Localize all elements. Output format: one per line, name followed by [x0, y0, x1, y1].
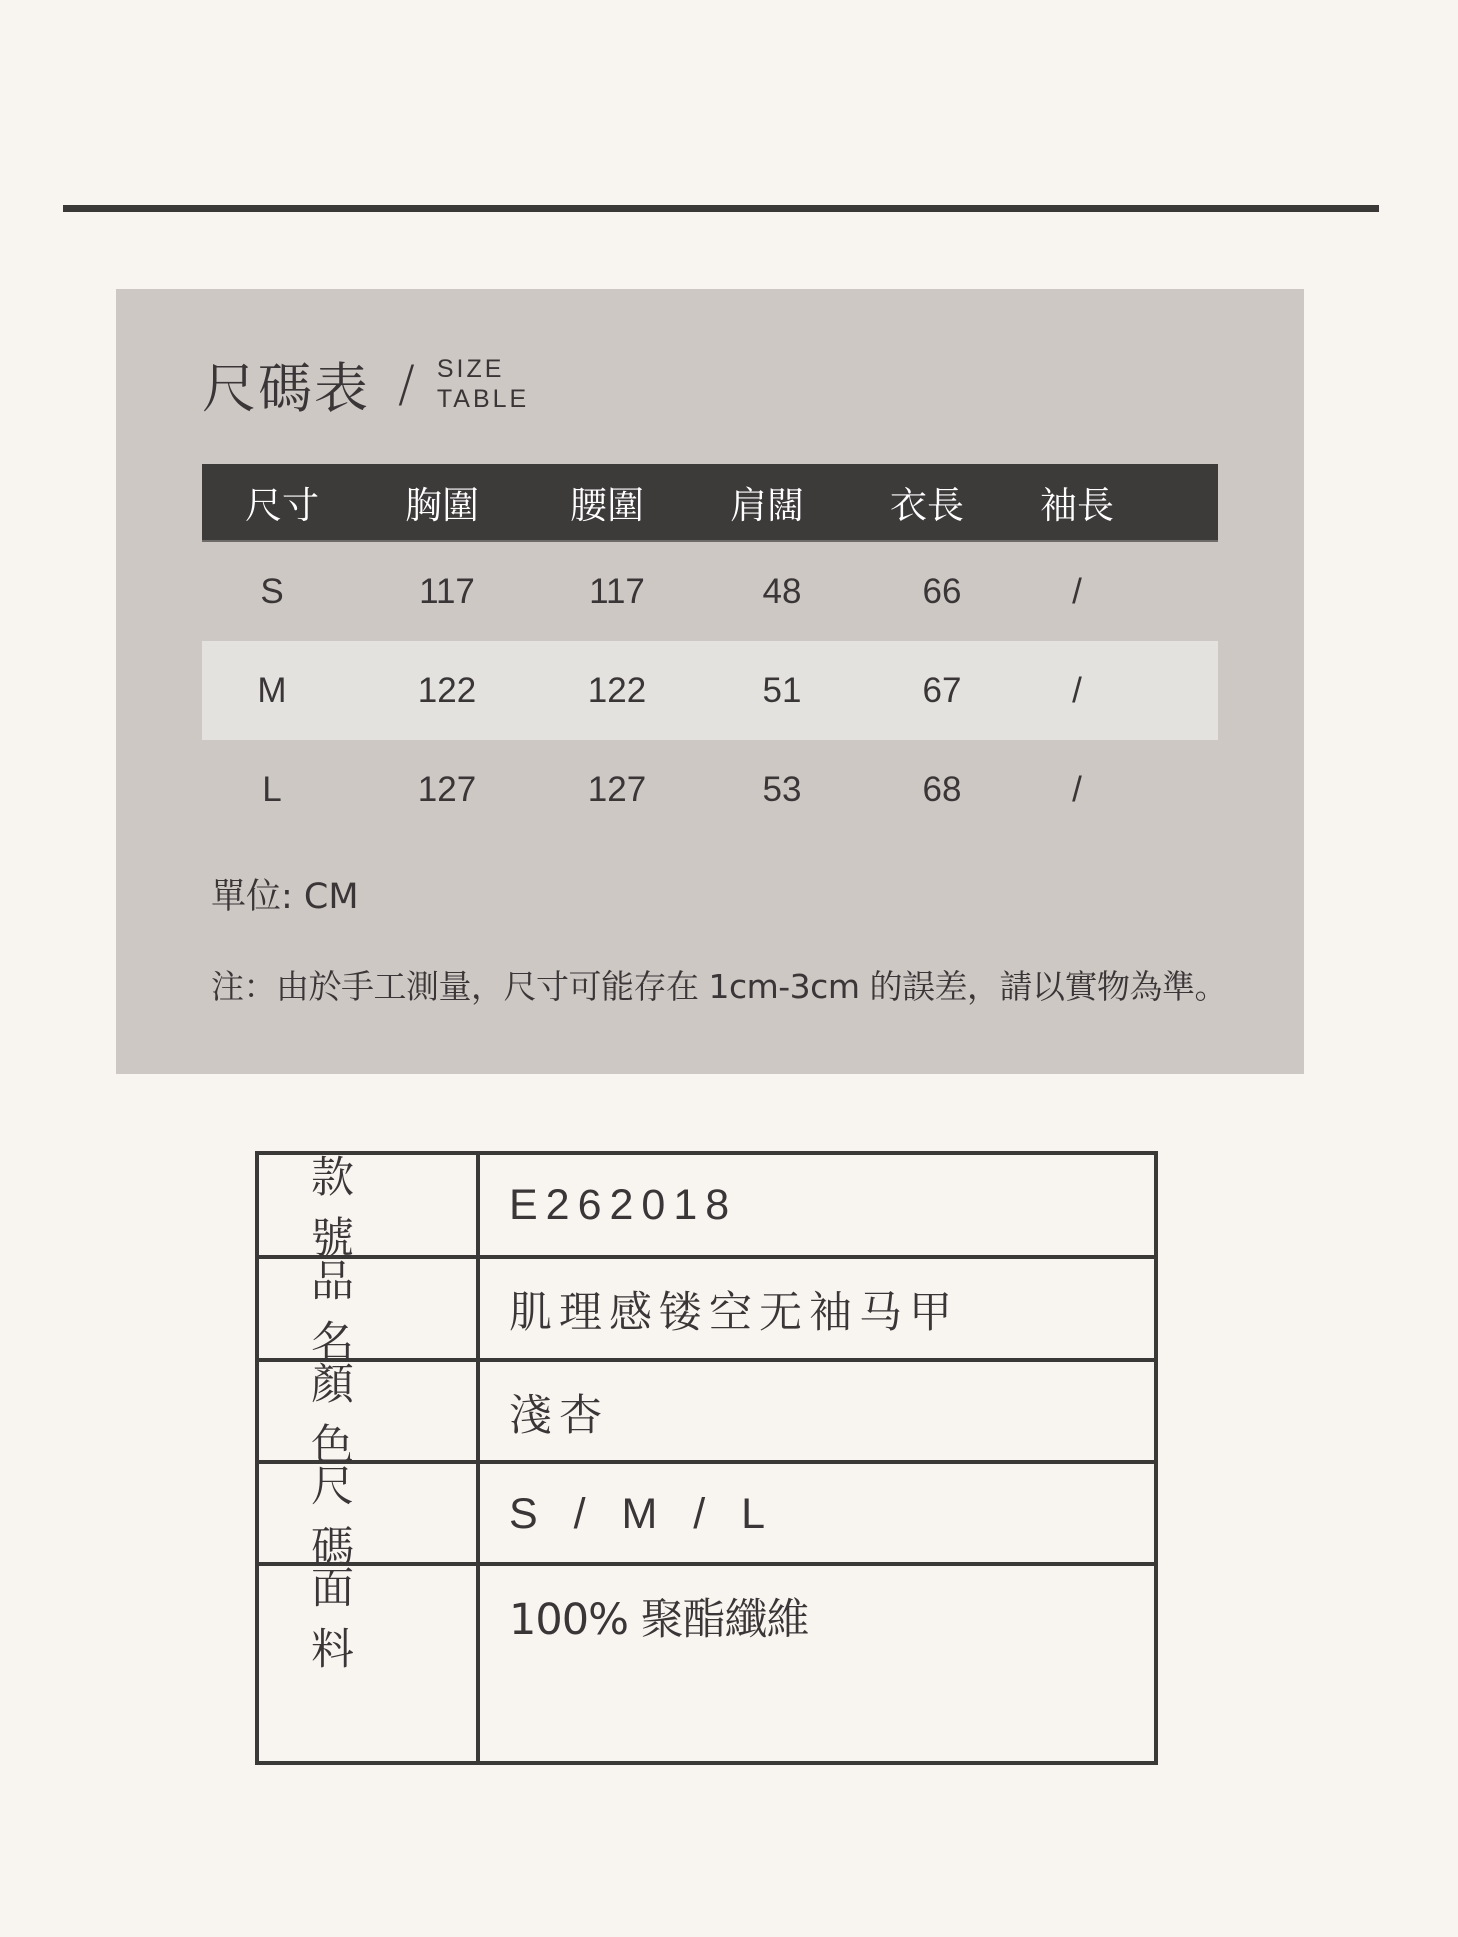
cell-sleeve: /	[1072, 670, 1082, 710]
info-row-code	[259, 1153, 1154, 1264]
info-value: E262018	[509, 1180, 738, 1229]
cell-sleeve: /	[1072, 571, 1082, 611]
table-row	[202, 740, 1218, 839]
info-value: 肌理感镂空无袖马甲	[509, 1287, 959, 1338]
header-waist: 腰圍	[570, 484, 644, 527]
title-english	[437, 354, 529, 414]
info-row-fabric	[259, 1566, 1154, 1765]
header-shoulder: 肩闊	[730, 484, 804, 527]
cell-length: 66	[922, 571, 962, 611]
cell-shoulder: 51	[762, 670, 802, 710]
cell-waist: 117	[589, 571, 645, 611]
product-info-table	[255, 1151, 1158, 1765]
top-divider-line	[63, 205, 1379, 212]
info-label: 面料	[311, 1564, 406, 1675]
info-value: 100% 聚酯纖維	[509, 1594, 809, 1645]
table-row	[202, 641, 1218, 740]
cell-chest: 122	[417, 670, 477, 710]
title-english-line1: SIZE	[436, 355, 505, 383]
info-value: S / M / L	[509, 1489, 772, 1538]
header-length: 衣長	[890, 484, 964, 527]
cell-length: 67	[922, 670, 962, 710]
header-sleeve: 袖長	[1040, 484, 1114, 527]
unit-note: 單位: CM	[211, 877, 359, 917]
info-row-name	[259, 1257, 1154, 1368]
header-chest: 胸圍	[405, 484, 479, 527]
cell-shoulder: 48	[762, 571, 802, 611]
size-chart-panel	[116, 289, 1304, 1074]
cell-size: M	[257, 670, 287, 710]
cell-sleeve: /	[1072, 769, 1082, 809]
header-size: 尺寸	[245, 484, 319, 527]
cell-length: 68	[922, 769, 962, 809]
info-label: 品名	[311, 1257, 406, 1368]
cell-size: L	[262, 769, 282, 809]
info-label: 尺碼	[311, 1462, 406, 1573]
cell-chest: 117	[419, 571, 475, 611]
size-table	[202, 464, 1218, 839]
info-row-color	[259, 1360, 1154, 1471]
info-row-sizes	[259, 1462, 1154, 1573]
cell-waist: 122	[587, 670, 647, 710]
cell-size: S	[260, 571, 284, 611]
size-chart-title	[202, 344, 529, 424]
cell-shoulder: 53	[762, 769, 802, 809]
cell-waist: 127	[587, 769, 647, 809]
title-slash: /	[398, 355, 415, 413]
size-table-header	[202, 464, 1218, 542]
tolerance-note: 注：由於手工測量，尺寸可能存在 1cm-3cm 的誤差，請以實物為準。	[211, 967, 1227, 1006]
info-label: 顏色	[311, 1360, 406, 1471]
table-row	[202, 542, 1218, 641]
info-value: 淺杏	[509, 1390, 609, 1441]
info-label: 款號	[311, 1153, 406, 1264]
title-english-line2: TABLE	[436, 385, 530, 413]
title-chinese: 尺碼表	[202, 356, 370, 420]
cell-chest: 127	[417, 769, 477, 809]
